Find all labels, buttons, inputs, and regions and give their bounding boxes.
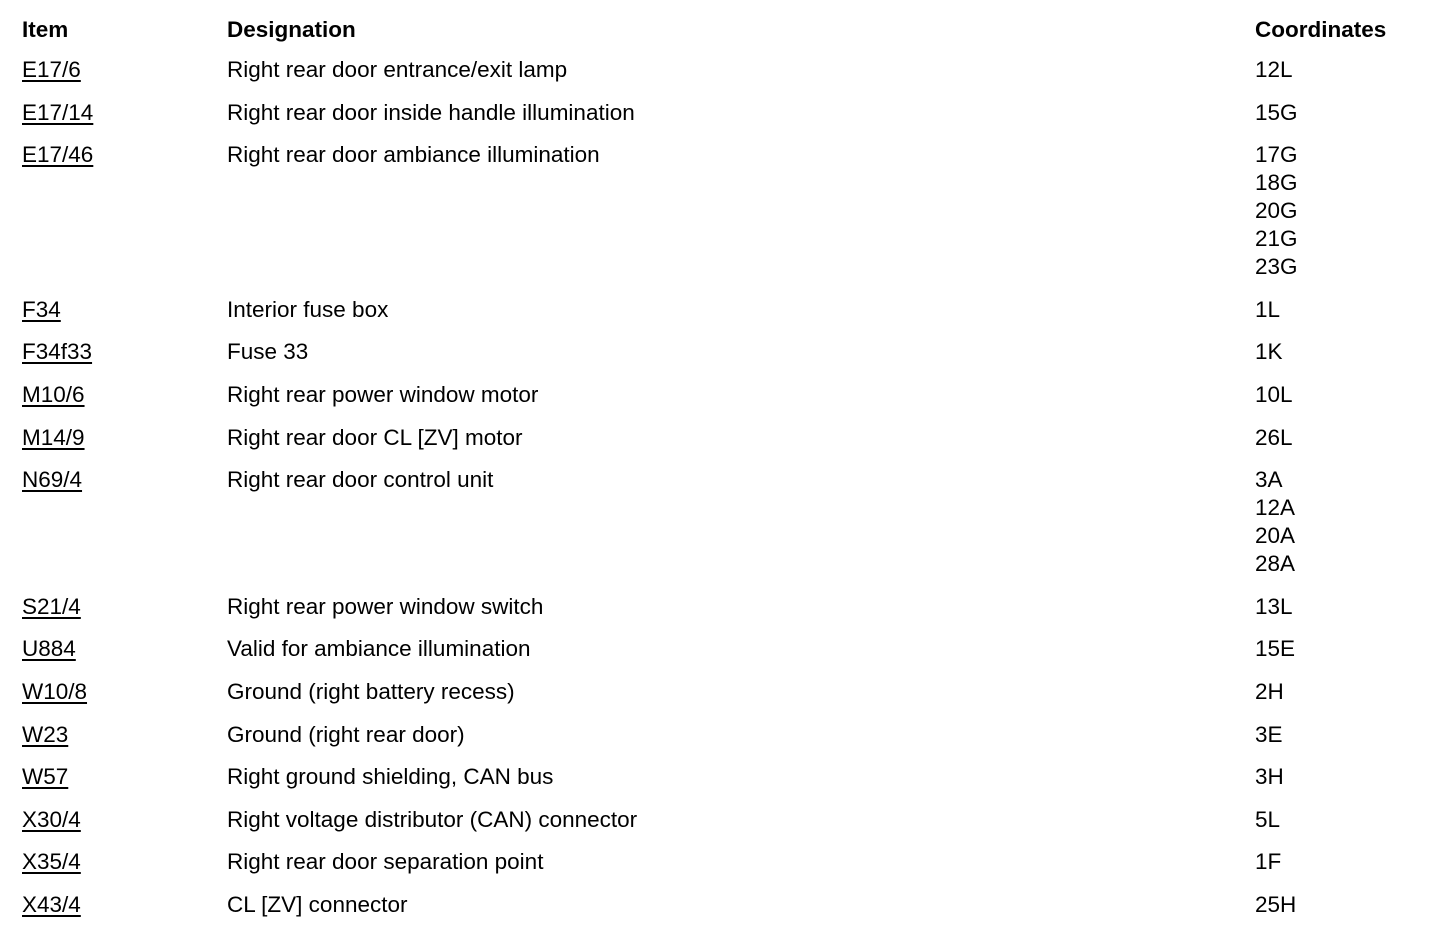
item-cell — [22, 381, 227, 409]
coordinate-value: 25H — [1255, 891, 1297, 917]
designation-cell: CL [ZV] connector — [227, 891, 408, 917]
coordinate-value: 28A — [1255, 551, 1296, 577]
table-header-row — [22, 14, 1422, 54]
table-row — [22, 676, 1422, 706]
table-row — [22, 422, 1422, 452]
coordinate-value: 12L — [1255, 57, 1293, 82]
coordinates-cell — [1255, 99, 1422, 127]
table-row — [22, 139, 1422, 281]
coordinate-value: 15E — [1255, 636, 1296, 662]
item-cell — [22, 678, 227, 706]
coordinate-value: 5L — [1255, 806, 1281, 832]
table-row — [22, 591, 1422, 621]
item-link[interactable]: U884 — [22, 636, 76, 662]
table-row — [22, 804, 1422, 834]
item-cell — [22, 635, 227, 663]
item-cell — [22, 763, 227, 791]
designation-cell: Interior fuse box — [227, 296, 389, 322]
item-cell — [22, 806, 227, 834]
table-row — [22, 379, 1422, 409]
table-body — [22, 54, 1422, 919]
coordinates-cell — [1255, 141, 1422, 281]
item-link[interactable]: X43/4 — [22, 891, 81, 917]
item-cell — [22, 424, 227, 452]
item-cell — [22, 593, 227, 621]
item-link[interactable]: F34f33 — [22, 339, 93, 365]
item-link[interactable]: F34 — [22, 296, 61, 322]
table-row — [22, 97, 1422, 127]
designation-cell: Right rear door control unit — [227, 467, 494, 493]
coordinate-value: 15G — [1255, 99, 1298, 125]
item-link[interactable]: N69/4 — [22, 467, 83, 493]
designation-cell: Right voltage distributor (CAN) connector — [227, 806, 638, 832]
coordinate-value: 12A — [1255, 495, 1296, 521]
coordinate-value: 3H — [1255, 764, 1284, 790]
designation-cell: Right rear door CL [ZV] motor — [227, 424, 523, 450]
coordinate-value: 1K — [1255, 339, 1283, 365]
item-link[interactable]: E17/14 — [22, 99, 94, 125]
item-link[interactable]: W10/8 — [22, 678, 88, 704]
designation-cell: Right rear door inside handle illumination — [227, 99, 635, 125]
coordinates-cell — [1255, 635, 1422, 663]
table-row — [22, 54, 1422, 84]
coordinate-value: 18G — [1255, 170, 1298, 196]
coordinates-cell — [1255, 56, 1422, 84]
item-cell — [22, 338, 227, 366]
coordinate-value: 1L — [1255, 296, 1281, 322]
designation-cell: Right rear power window motor — [227, 381, 539, 407]
item-link[interactable]: E17/6 — [22, 57, 81, 82]
table-row — [22, 464, 1422, 578]
coordinates-cell — [1255, 381, 1422, 409]
item-cell — [22, 99, 227, 127]
item-cell — [22, 466, 227, 494]
designation-column-header: Designation — [227, 17, 356, 42]
coordinates-cell — [1255, 763, 1422, 791]
item-column-header: Item — [22, 17, 69, 42]
table-row — [22, 633, 1422, 663]
coordinate-value: 21G — [1255, 226, 1298, 252]
coordinates-cell — [1255, 721, 1422, 749]
table-row — [22, 846, 1422, 876]
table-row — [22, 889, 1422, 919]
coordinate-value: 3A — [1255, 467, 1283, 493]
table-row — [22, 761, 1422, 791]
coordinate-value: 26L — [1255, 424, 1293, 450]
item-link[interactable]: S21/4 — [22, 593, 81, 619]
coordinate-value: 17G — [1255, 142, 1298, 168]
designation-cell: Right ground shielding, CAN bus — [227, 764, 554, 790]
item-link[interactable]: M10/6 — [22, 381, 85, 407]
designation-cell: Ground (right battery recess) — [227, 678, 515, 704]
coordinates-cell — [1255, 678, 1422, 706]
coordinate-value: 1F — [1255, 849, 1282, 875]
coordinates-cell — [1255, 296, 1422, 324]
coordinates-cell — [1255, 848, 1422, 876]
coordinate-value: 2H — [1255, 678, 1284, 704]
item-link[interactable]: M14/9 — [22, 424, 85, 450]
item-cell — [22, 296, 227, 324]
table-row — [22, 719, 1422, 749]
designation-cell: Ground (right rear door) — [227, 721, 465, 747]
item-link[interactable]: X35/4 — [22, 849, 81, 875]
item-cell — [22, 721, 227, 749]
designation-cell: Right rear door ambiance illumination — [227, 142, 600, 168]
coordinates-cell — [1255, 806, 1422, 834]
item-link[interactable]: E17/46 — [22, 142, 94, 168]
designation-cell: Right rear power window switch — [227, 593, 544, 619]
designation-cell: Fuse 33 — [227, 339, 309, 365]
coordinate-value: 20A — [1255, 523, 1296, 549]
component-legend-table — [22, 14, 1422, 932]
item-link[interactable]: W23 — [22, 721, 69, 747]
coordinate-value: 10L — [1255, 381, 1293, 407]
item-cell — [22, 141, 227, 169]
coordinates-cell — [1255, 593, 1422, 621]
coordinate-value: 20G — [1255, 198, 1298, 224]
coordinates-column-header: Coordinates — [1255, 17, 1387, 42]
item-cell — [22, 56, 227, 84]
coordinates-cell — [1255, 338, 1422, 366]
coordinates-cell — [1255, 466, 1422, 578]
designation-cell: Right rear door separation point — [227, 849, 544, 875]
table-row — [22, 336, 1422, 366]
item-cell — [22, 848, 227, 876]
item-cell — [22, 891, 227, 919]
designation-cell: Right rear door entrance/exit lamp — [227, 57, 568, 82]
designation-cell: Valid for ambiance illumination — [227, 636, 531, 662]
item-link[interactable]: X30/4 — [22, 806, 81, 832]
coordinates-cell — [1255, 424, 1422, 452]
coordinate-value: 13L — [1255, 593, 1293, 619]
item-link[interactable]: W57 — [22, 764, 69, 790]
coordinate-value: 3E — [1255, 721, 1283, 747]
coordinates-cell — [1255, 891, 1422, 919]
coordinate-value: 23G — [1255, 254, 1298, 280]
table-row — [22, 294, 1422, 324]
